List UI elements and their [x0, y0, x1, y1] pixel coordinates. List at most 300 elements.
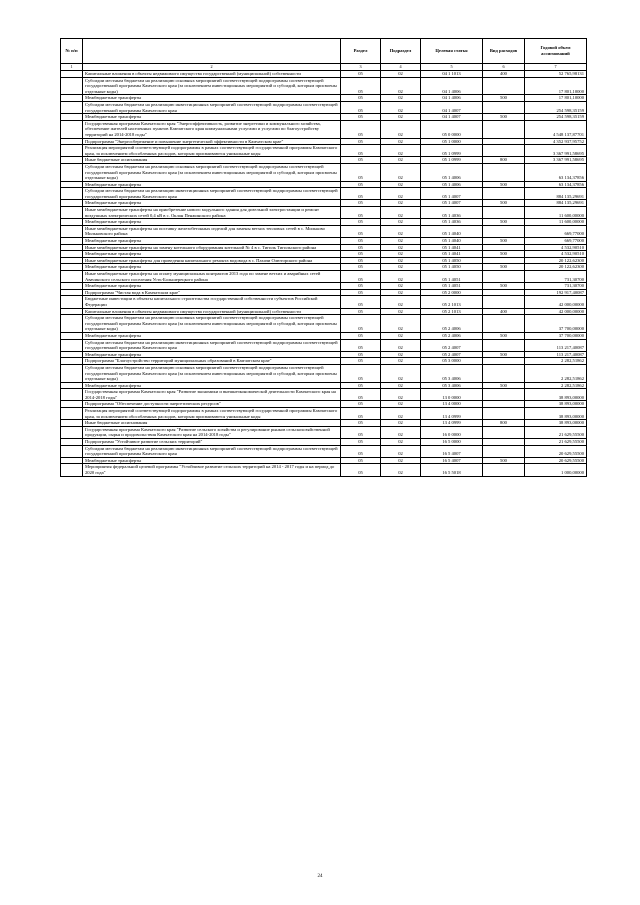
row-name: Иные межбюджетные трансферты на замену котельного оборудования котельной № 4 в с. Тигиль Тигильского района [83, 244, 341, 251]
row-amount: 17 801,10000 [525, 95, 587, 102]
table-row [61, 464, 587, 476]
row-expense-type [483, 408, 525, 420]
row-name: Подпрограмма "Обеспечение доступности энергетических ресурсов" [83, 401, 341, 408]
row-expense-type [483, 426, 525, 438]
row-target-code: 05 1 0000 [421, 138, 483, 145]
row-section: 05 [341, 120, 381, 138]
row-subsection: 02 [381, 244, 421, 251]
row-target-code: 04 1 1013 [421, 71, 483, 78]
row-number [61, 315, 83, 333]
row-expense-type: 500 [483, 264, 525, 271]
row-target-code: 05 1 4040 [421, 225, 483, 237]
row-subsection: 02 [381, 445, 421, 457]
row-subsection: 02 [381, 95, 421, 102]
row-amount: 20 629,55500 [525, 445, 587, 457]
row-subsection: 02 [381, 114, 421, 121]
table-body [61, 71, 587, 477]
row-section: 05 [341, 408, 381, 420]
header-name [83, 39, 341, 64]
row-target-code: 04 1 4006 [421, 95, 483, 102]
row-target-code: 16 5 4007 [421, 457, 483, 464]
row-number [61, 145, 83, 157]
row-amount: 4 548 137,87701 [525, 120, 587, 138]
row-expense-type [483, 439, 525, 446]
row-amount: 63 134,37856 [525, 181, 587, 188]
row-subsection: 02 [381, 339, 421, 351]
row-name: Межбюджетные трансферты [83, 283, 341, 290]
row-amount: 254 598,35159 [525, 114, 587, 121]
column-number: 4 [381, 64, 421, 71]
row-target-code: 05 3 0000 [421, 358, 483, 365]
row-expense-type: 400 [483, 71, 525, 78]
row-subsection: 02 [381, 200, 421, 207]
row-section: 05 [341, 382, 381, 389]
row-number [61, 364, 83, 382]
row-expense-type [483, 163, 525, 181]
table-row [61, 225, 587, 237]
row-number [61, 426, 83, 438]
row-number [61, 257, 83, 264]
row-name: Мероприятия федеральной целевой программы "Устойчивое развитие сельских территорий на 2014 - 2017 годы и на период до 2020 года" [83, 464, 341, 476]
row-expense-type [483, 401, 525, 408]
row-name: Подпрограмма "Чистая вода в Камчатском крае" [83, 289, 341, 296]
row-subsection: 02 [381, 120, 421, 138]
row-amount: 2 282,51862 [525, 358, 587, 365]
table-row [61, 420, 587, 427]
row-amount: 20 122,62300 [525, 264, 587, 271]
row-expense-type: 500 [483, 95, 525, 102]
row-section: 05 [341, 358, 381, 365]
row-section: 05 [341, 401, 381, 408]
row-number [61, 283, 83, 290]
row-section: 05 [341, 315, 381, 333]
row-amount: 52 765,98131 [525, 71, 587, 78]
row-name: Иные межбюджетные трансферты на оплату муниципальных контрактов 2013 года по замене ветхих и аварийных сетей Авачинского сельского поселения Усть-Большерецкого района [83, 271, 341, 283]
row-expense-type [483, 464, 525, 476]
row-name: Межбюджетные трансферты [83, 382, 341, 389]
header-section: Раздел [341, 39, 381, 64]
row-section: 05 [341, 101, 381, 113]
row-target-code: 16 5 0000 [421, 439, 483, 446]
row-expense-type [483, 120, 525, 138]
table-row [61, 95, 587, 102]
row-target-code: 16 5 5018 [421, 464, 483, 476]
table-row [61, 358, 587, 365]
row-subsection: 02 [381, 426, 421, 438]
header-subsection: Подраздел [381, 39, 421, 64]
table-row [61, 264, 587, 271]
row-amount: 4 532,90510 [525, 251, 587, 258]
row-number [61, 408, 83, 420]
row-amount: 113 217,40087 [525, 351, 587, 358]
row-subsection: 02 [381, 315, 421, 333]
row-expense-type [483, 339, 525, 351]
row-expense-type [483, 358, 525, 365]
table-row [61, 308, 587, 315]
row-expense-type: 500 [483, 200, 525, 207]
row-amount: 884 135,29691 [525, 188, 587, 200]
row-name: Капитальные вложения в объекты недвижимого имущества государственной (муниципальной) собственности [83, 71, 341, 78]
row-number [61, 181, 83, 188]
row-number [61, 389, 83, 401]
row-expense-type: 500 [483, 219, 525, 226]
row-expense-type [483, 138, 525, 145]
row-amount: 2 282,51862 [525, 364, 587, 382]
row-number [61, 225, 83, 237]
row-name: Межбюджетные трансферты [83, 200, 341, 207]
row-subsection: 02 [381, 332, 421, 339]
row-amount: 4 532,90510 [525, 244, 587, 251]
header-amount: Годовой объем ассигнований [525, 39, 587, 64]
row-amount: 38 893,00000 [525, 420, 587, 427]
row-section: 05 [341, 351, 381, 358]
row-section: 05 [341, 283, 381, 290]
table-row [61, 157, 587, 164]
row-section: 05 [341, 464, 381, 476]
row-section: 05 [341, 251, 381, 258]
row-name: Подпрограмма "Устойчивое развитие сельских территорий" [83, 439, 341, 446]
row-amount: 38 893,00000 [525, 408, 587, 420]
row-name: Иные бюджетные ассигнования [83, 157, 341, 164]
row-subsection: 02 [381, 364, 421, 382]
row-target-code: 05 3 4006 [421, 382, 483, 389]
row-section: 05 [341, 457, 381, 464]
column-number: 1 [61, 64, 83, 71]
table-row [61, 457, 587, 464]
row-number [61, 457, 83, 464]
row-section: 05 [341, 289, 381, 296]
row-expense-type [483, 315, 525, 333]
row-name: Межбюджетные трансферты [83, 332, 341, 339]
row-target-code: 04 1 4007 [421, 101, 483, 113]
row-expense-type: 500 [483, 251, 525, 258]
row-target-code: 05 1 4006 [421, 181, 483, 188]
row-subsection: 02 [381, 358, 421, 365]
row-expense-type [483, 145, 525, 157]
row-expense-type: 500 [483, 283, 525, 290]
row-number [61, 200, 83, 207]
row-target-code: 05 1 4050 [421, 264, 483, 271]
row-section: 05 [341, 181, 381, 188]
row-subsection: 02 [381, 439, 421, 446]
row-amount: 37 700,00000 [525, 332, 587, 339]
row-expense-type [483, 101, 525, 113]
column-number: 7 [525, 64, 587, 71]
table-row [61, 219, 587, 226]
row-number [61, 264, 83, 271]
row-subsection: 02 [381, 283, 421, 290]
row-number [61, 271, 83, 283]
table-row [61, 339, 587, 351]
row-subsection: 02 [381, 308, 421, 315]
table-row [61, 445, 587, 457]
row-number [61, 464, 83, 476]
row-amount: 63 134,37856 [525, 163, 587, 181]
table-row [61, 207, 587, 219]
row-amount: 11 600,00000 [525, 207, 587, 219]
row-name: Межбюджетные трансферты [83, 457, 341, 464]
row-section: 05 [341, 95, 381, 102]
row-name: Субсидии местным бюджетам на реализацию инвестиционных мероприятий соответствующей подпрограммы соответствующей государственной программы Камчатского края [83, 445, 341, 457]
row-amount: 38 893,00000 [525, 401, 587, 408]
row-section: 05 [341, 244, 381, 251]
row-name: Межбюджетные трансферты [83, 238, 341, 245]
table-row [61, 138, 587, 145]
row-name: Бюджетные инвестиции в объекты капитального строительства государственной собственности субъектов Российской Федерации [83, 296, 341, 308]
row-name: Государственная программа Камчатского края "Развитие экономики и внешнеэкономической деятельности Камчатского края на 2014-2018 годы" [83, 389, 341, 401]
row-number [61, 358, 83, 365]
row-amount: 113 217,40087 [525, 339, 587, 351]
row-number [61, 439, 83, 446]
row-amount: 21 629,55500 [525, 426, 587, 438]
row-target-code: 13 4 0999 [421, 420, 483, 427]
table-row [61, 71, 587, 78]
row-subsection: 02 [381, 401, 421, 408]
row-expense-type: 500 [483, 382, 525, 389]
row-number [61, 296, 83, 308]
row-subsection: 02 [381, 420, 421, 427]
table-row [61, 283, 587, 290]
row-number [61, 77, 83, 95]
row-subsection: 02 [381, 289, 421, 296]
row-section: 05 [341, 225, 381, 237]
row-amount: 669,77000 [525, 225, 587, 237]
row-amount: 192 917,40087 [525, 289, 587, 296]
row-target-code: 13 0 0000 [421, 389, 483, 401]
table-row [61, 120, 587, 138]
header-number: № п/п [61, 39, 83, 64]
row-target-code: 05 2 4007 [421, 351, 483, 358]
row-number [61, 120, 83, 138]
row-target-code: 05 2 4006 [421, 332, 483, 339]
row-section: 05 [341, 77, 381, 95]
table-row [61, 364, 587, 382]
row-target-code: 05 1 4007 [421, 200, 483, 207]
row-subsection: 02 [381, 457, 421, 464]
row-number [61, 332, 83, 339]
row-section: 05 [341, 71, 381, 78]
row-target-code: 05 1 4036 [421, 207, 483, 219]
row-expense-type [483, 389, 525, 401]
row-amount: 42 000,00000 [525, 296, 587, 308]
row-subsection: 02 [381, 101, 421, 113]
row-subsection: 02 [381, 296, 421, 308]
table-row [61, 145, 587, 157]
row-target-code: 05 2 4006 [421, 315, 483, 333]
row-expense-type: 500 [483, 238, 525, 245]
row-subsection: 02 [381, 408, 421, 420]
row-expense-type [483, 225, 525, 237]
row-target-code: 05 2 1013 [421, 296, 483, 308]
row-number [61, 95, 83, 102]
row-target-code: 05 1 4006 [421, 163, 483, 181]
row-target-code: 05 1 4041 [421, 244, 483, 251]
row-subsection: 02 [381, 163, 421, 181]
row-subsection: 02 [381, 138, 421, 145]
row-target-code: 05 3 4006 [421, 364, 483, 382]
row-subsection: 02 [381, 71, 421, 78]
row-target-code: 05 1 4040 [421, 238, 483, 245]
row-expense-type: 500 [483, 181, 525, 188]
row-name: Подпрограмма "Благоустройство территорий муниципальных образований в Камчатском крае" [83, 358, 341, 365]
row-target-code: 05 1 4041 [421, 251, 483, 258]
row-name: Иные межбюджетные трансферты для проведения капитального ремонта водовода в с. Пахачи Олюторского района [83, 257, 341, 264]
row-name: Подпрограмма "Энергосбережение и повышение энергетической эффективности в Камчатском крае" [83, 138, 341, 145]
table-row [61, 296, 587, 308]
row-target-code: 05 1 4036 [421, 219, 483, 226]
row-name: Капитальные вложения в объекты недвижимого имущества государственной (муниципальной) собственности [83, 308, 341, 315]
table-header-row [61, 39, 587, 64]
row-subsection: 02 [381, 77, 421, 95]
row-name: Реализация мероприятий соответствующей подпрограммы в рамках соответствующей государственной программы Камчатского края, за исключением обособленных расходов, которым присваиваются уникальные коды [83, 145, 341, 157]
row-target-code: 13 4 0999 [421, 408, 483, 420]
row-name: Реализация мероприятий соответствующей подпрограммы в рамках соответствующей государственной программы Камчатского края, за исключением обособленных расходов, которым присваиваются уникальные коды [83, 408, 341, 420]
row-number [61, 251, 83, 258]
row-amount: 669,77000 [525, 238, 587, 245]
table-row [61, 426, 587, 438]
table-row [61, 101, 587, 113]
row-expense-type [483, 445, 525, 457]
row-section: 05 [341, 157, 381, 164]
row-section: 05 [341, 420, 381, 427]
row-name: Субсидии местным бюджетам на реализацию инвестиционных мероприятий соответствующей подпрограммы соответствующей государственной программы Камчатского края [83, 101, 341, 113]
row-name: Межбюджетные трансферты [83, 219, 341, 226]
row-name: Субсидии местным бюджетам на реализацию инвестиционных мероприятий соответствующей подпрограммы соответствующей государственной программы Камчатского края [83, 339, 341, 351]
row-subsection: 02 [381, 219, 421, 226]
table-row [61, 251, 587, 258]
table-row [61, 163, 587, 181]
row-amount: 731,30700 [525, 283, 587, 290]
row-expense-type [483, 364, 525, 382]
row-subsection: 02 [381, 181, 421, 188]
row-number [61, 101, 83, 113]
row-name: Межбюджетные трансферты [83, 181, 341, 188]
row-section: 05 [341, 296, 381, 308]
row-section: 05 [341, 188, 381, 200]
row-number [61, 289, 83, 296]
row-expense-type: 800 [483, 157, 525, 164]
row-target-code: 05 1 4050 [421, 257, 483, 264]
row-amount: 38 893,00000 [525, 389, 587, 401]
row-section: 05 [341, 445, 381, 457]
row-name: Межбюджетные трансферты [83, 351, 341, 358]
row-number [61, 138, 83, 145]
row-target-code: 05 2 0000 [421, 289, 483, 296]
row-section: 05 [341, 163, 381, 181]
row-name: Межбюджетные трансферты [83, 95, 341, 102]
row-target-code: 05 1 0999 [421, 157, 483, 164]
row-amount: 20 122,62300 [525, 257, 587, 264]
row-name: Иные межбюджетные трансферты на поставку железобетонных изделий для замены ветхих тепловых сетей в с. Мильково Мильковского района [83, 225, 341, 237]
row-expense-type: 500 [483, 457, 525, 464]
row-section: 05 [341, 238, 381, 245]
row-subsection: 02 [381, 351, 421, 358]
row-expense-type: 400 [483, 308, 525, 315]
row-section: 05 [341, 200, 381, 207]
budget-table [60, 38, 587, 477]
row-subsection: 02 [381, 207, 421, 219]
row-expense-type [483, 271, 525, 283]
row-name: Межбюджетные трансферты [83, 251, 341, 258]
row-name: Иные межбюджетные трансферты на приобретение нового модульного здания для дизельной электростанции и ремонт воздушных электрических сетей 0,4 кВ в с. Оклан Пенжинского района [83, 207, 341, 219]
row-section: 05 [341, 219, 381, 226]
row-number [61, 308, 83, 315]
row-amount: 20 629,55500 [525, 457, 587, 464]
row-subsection: 02 [381, 157, 421, 164]
table-row [61, 77, 587, 95]
row-target-code: 05 0 0000 [421, 120, 483, 138]
row-target-code: 13 4 0000 [421, 401, 483, 408]
row-amount: 11 600,00000 [525, 219, 587, 226]
row-subsection: 02 [381, 264, 421, 271]
row-name: Межбюджетные трансферты [83, 114, 341, 121]
table-row [61, 257, 587, 264]
row-target-code: 05 2 1013 [421, 308, 483, 315]
row-number [61, 219, 83, 226]
row-number [61, 238, 83, 245]
row-subsection: 02 [381, 225, 421, 237]
row-amount: 3 367 991,58695 [525, 145, 587, 157]
row-expense-type [483, 296, 525, 308]
table-row [61, 181, 587, 188]
row-number [61, 351, 83, 358]
table-row [61, 439, 587, 446]
row-number [61, 244, 83, 251]
column-number-row [61, 64, 587, 71]
row-section: 05 [341, 114, 381, 121]
row-amount: 2 282,51862 [525, 382, 587, 389]
row-subsection: 02 [381, 188, 421, 200]
column-number: 6 [483, 64, 525, 71]
row-name: Субсидии местным бюджетам на реализацию основных мероприятий соответствующей подпрограммы соответствующей государственной программы Камчатского края (за исключением инвестиционных мероприятий и субсидий, которым присвоены отдельные коды) [83, 77, 341, 95]
row-section: 05 [341, 426, 381, 438]
row-number [61, 382, 83, 389]
row-amount: 254 598,35159 [525, 101, 587, 113]
row-target-code: 16 5 4007 [421, 445, 483, 457]
column-number: 2 [83, 64, 341, 71]
row-expense-type: 500 [483, 114, 525, 121]
row-expense-type [483, 289, 525, 296]
row-amount: 17 801,10000 [525, 77, 587, 95]
row-target-code: 05 1 4051 [421, 271, 483, 283]
row-number [61, 157, 83, 164]
row-amount: 4 352 937,95752 [525, 138, 587, 145]
row-section: 05 [341, 271, 381, 283]
column-number: 5 [421, 64, 483, 71]
row-amount: 3 367 991,58695 [525, 157, 587, 164]
table-row [61, 315, 587, 333]
header-expense-type: Вид расходов [483, 39, 525, 64]
row-name: Иные бюджетные ассигнования [83, 420, 341, 427]
table-row [61, 200, 587, 207]
row-target-code: 05 1 4007 [421, 188, 483, 200]
row-number [61, 207, 83, 219]
row-section: 05 [341, 364, 381, 382]
row-target-code: 04 1 4006 [421, 77, 483, 95]
row-number [61, 114, 83, 121]
row-target-code: 16 0 0000 [421, 426, 483, 438]
table-row [61, 238, 587, 245]
table-row [61, 408, 587, 420]
row-section: 05 [341, 439, 381, 446]
row-amount: 884 135,29691 [525, 200, 587, 207]
table-row [61, 114, 587, 121]
row-target-code: 04 1 4007 [421, 114, 483, 121]
row-expense-type [483, 77, 525, 95]
row-number [61, 445, 83, 457]
row-expense-type: 500 [483, 332, 525, 339]
row-amount: 42 000,00000 [525, 308, 587, 315]
